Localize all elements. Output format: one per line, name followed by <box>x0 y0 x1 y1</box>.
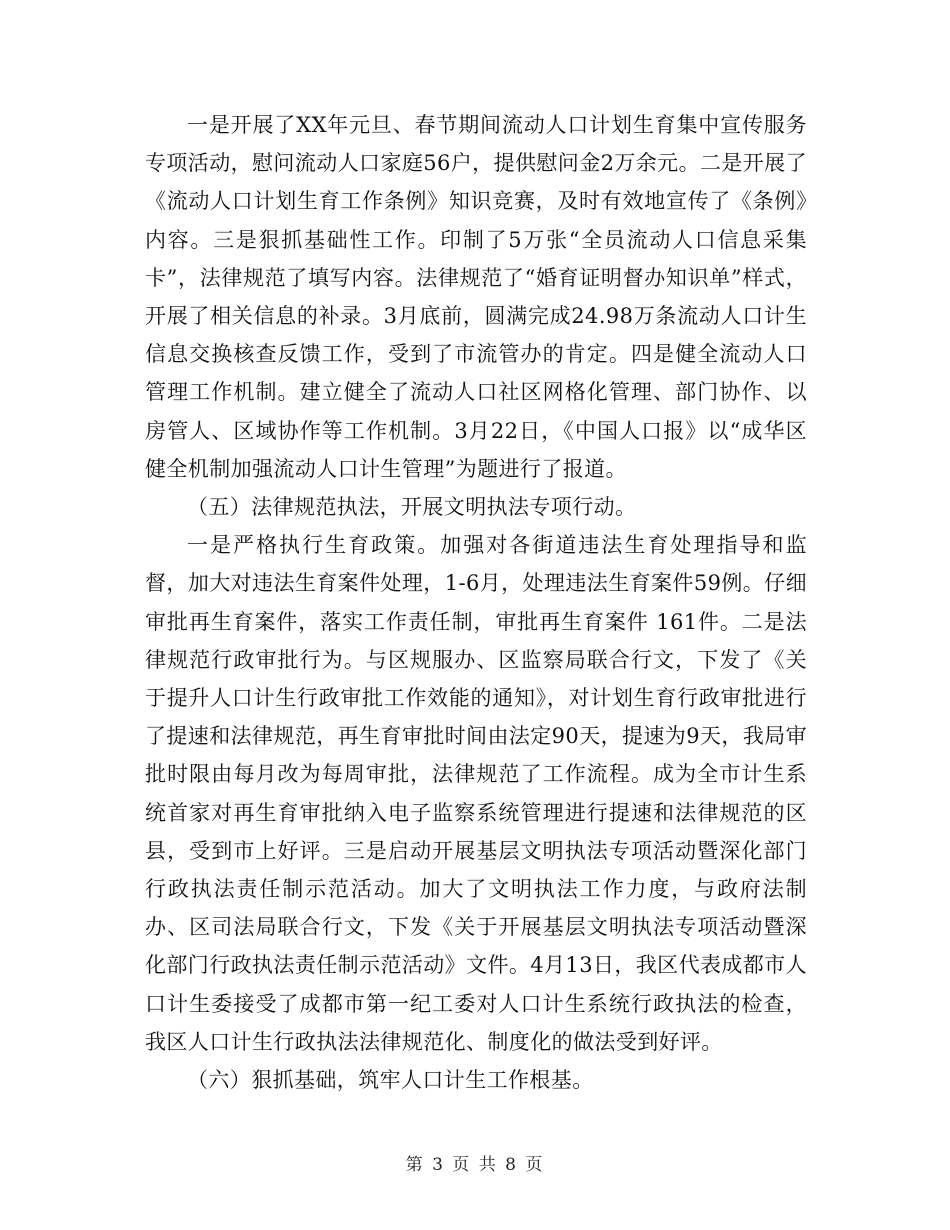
page-number-footer: 第 3 页 共 8 页 <box>405 1155 545 1175</box>
paragraph-floating-population: 一是开展了XX年元旦、春节期间流动人口计划生育集中宣传服务专项活动，慰问流动人口家庭56户，提供慰问金2万余元。二是开展了《流动人口计划生育工作条例》知识竞赛，及时有效地宣传了《条例》内容。三是狠抓基础性工作。印制了5万张“全员流动人口信息采集卡”，法律规范了填写内容。法律规范了“婚育证明督办知识单”样式，开展了相关信息的补录。3月底前，圆满完成24.98万条流动人口计生信息交换核查反馈工作，受到了市流管办的肯定。四是健全流动人口管理工作机制。建立健全了流动人口社区网格化管理、部门协作、以房管人、区域协作等工作机制。3月22日，《中国人口报》以“成华区健全机制加强流动人口计生管理”为题进行了报道。 <box>145 113 807 481</box>
paragraph-law-enforcement: 一是严格执行生育政策。加强对各街道违法生育处理指导和监督，加大对违法生育案件处理，1-6月，处理违法生育案件59例。仔细审批再生育案件，落实工作责任制，审批再生育案件 161件。二是法律规范行政审批行为。与区规服办、区监察局联合行文，下发了《关于提升人口计生行政审批工作效能的通知》，对计划生育行政审批进行了提速和法律规范，再生育审批时间由法定90天，提速为9天，我局审批时限由每月改为每周审批，法律规范了工作流程。成为全市计生系统首家对再生育审批纳入电子监察系统管理进行提速和法律规范的区县，受到市上好评。三是启动开展基层文明执法专项活动暨深化部门行政执法责任制示范活动。加大了文明执法工作力度，与政府法制办、区司法局联合行文，下发《关于开展基层文明执法专项活动暨深化部门行政执法责任制示范活动》文件。4月13日，我区代表成都市人口计生委接受了成都市第一纪工委对人口计生系统行政执法的检查，我区人口计生行政执法法律规范化、制度化的做法受到好评。 <box>145 533 807 1054</box>
document-body <box>145 106 807 1099</box>
section-heading-six: （六）狠抓基础，筑牢人口计生工作根基。 <box>187 1068 594 1093</box>
section-heading-five: （五）法律规范执法，开展文明执法专项行动。 <box>187 495 637 520</box>
